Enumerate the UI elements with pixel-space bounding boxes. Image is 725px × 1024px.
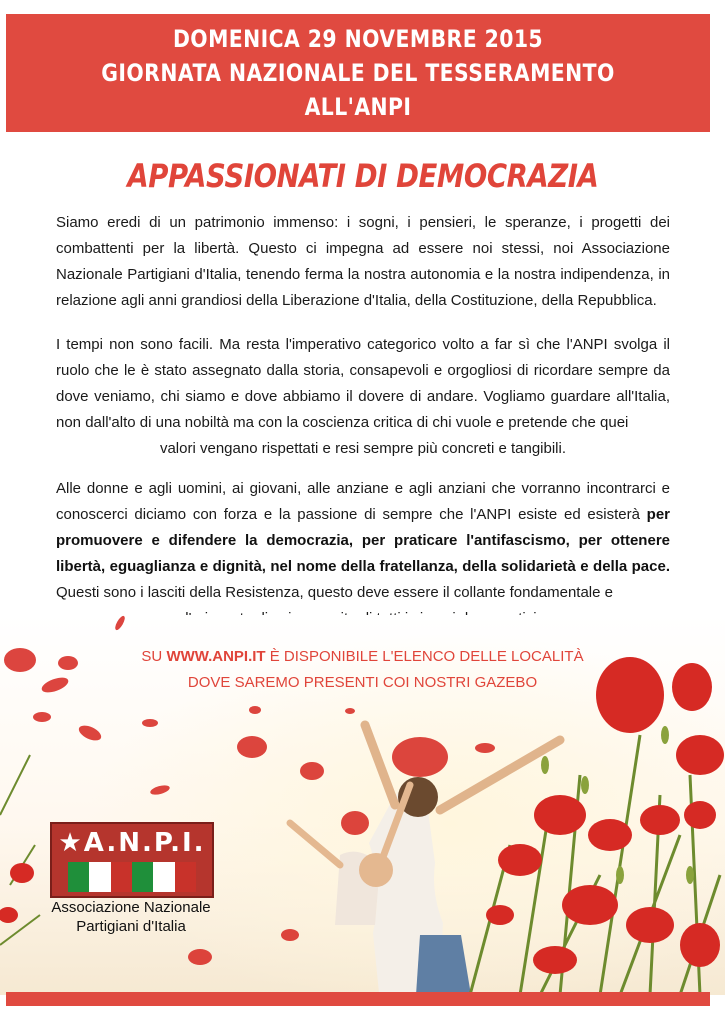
- italian-flag-icon: [68, 862, 196, 892]
- org-name-line-2: Partigiani d'Italia: [76, 918, 186, 935]
- anpi-logo: [50, 822, 214, 898]
- paragraph-2-text: I tempi non sono facili. Ma resta l'imperativo categorico volto a far sì che l'ANPI svolga il ruolo che le è stato assegnato dalla storia, consapevoli e orgogliosi di ricordare sempre da dove veniamo, chi siamo e dove abbiamo il dovere di andare. Vogliamo guardare all'Italia, non dall'alto di una nobiltà ma con la coscienza critica di chi vuole e pretende che quei: [56, 336, 670, 431]
- paragraph-2: [56, 332, 670, 462]
- paragraph-3: [56, 476, 670, 632]
- anpi-logo-text: ★A.N.P.I.: [58, 828, 206, 858]
- paragraph-2-last-line: valori vengano rispettati e resi sempre più concreti e tangibili.: [159, 440, 567, 457]
- paragraph-1: [56, 210, 670, 314]
- page-headline: [0, 157, 725, 195]
- header-banner: [6, 14, 710, 132]
- cta-prefix: SU: [141, 648, 167, 665]
- paragraph-3-bold: per promuovere e difendere la democrazia, per praticare l'antifascismo, per ottenere libertà, eguaglianza e dignità, nel nome della fratellanza, della solidarietà e della pace.: [56, 506, 670, 575]
- paragraph-3-tail: Questi sono i lasciti della Resistenza, questo deve essere il collante fondamentale e: [56, 584, 613, 601]
- website-link[interactable]: WWW.ANPI.IT: [166, 648, 266, 665]
- call-to-action: [0, 644, 725, 696]
- organization-name: [40, 898, 222, 936]
- paragraph-3-intro: Alle donne e agli uomini, ai giovani, alle anziane e agli anziani che vorranno incontrarci e conoscerci diciamo con forza e la passione di sempre che l'ANPI esiste ed esisterà: [56, 480, 670, 523]
- cta-rest: È DISPONIBILE L'ELENCO DELLE LOCALITÀ: [265, 648, 584, 665]
- cta-line-2: DOVE SAREMO PRESENTI COI NOSTRI GAZEBO: [187, 674, 538, 691]
- event-date: DOMENICA 29 NOVEMBRE 2015: [172, 25, 544, 53]
- org-name-line-1: Associazione Nazionale: [51, 899, 211, 916]
- event-title: GIORNATA NAZIONALE DEL TESSERAMENTO ALL'ANPI: [101, 59, 615, 121]
- headline-text: APPASSIONATI DI DEMOCRAZIA: [126, 157, 599, 195]
- footer-bar: [6, 992, 710, 1006]
- cta-line-1: [0, 644, 725, 670]
- paragraph-1-text: Siamo eredi di un patrimonio immenso: i sogni, i pensieri, le speranze, i progetti dei combattenti per la libertà. Questo ci impegna ad essere noi stessi, noi Associazione Nazionale Partigiani d'Italia, tenendo ferma la nostra autonomia e la nostra indipendenza, in relazione agli anni grandiosi della Liberazione d'Italia, della Costituzione, della Repubblica.: [56, 214, 670, 309]
